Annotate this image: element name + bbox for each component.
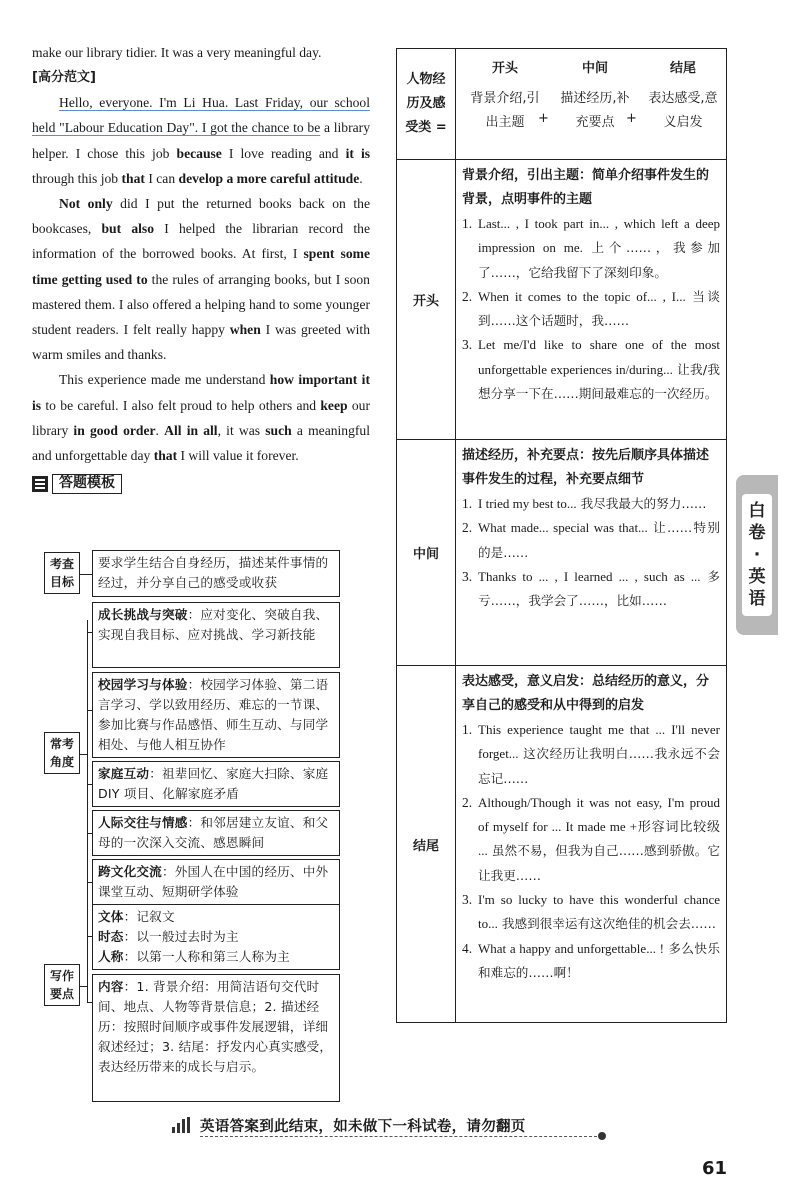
- formula-label: 人物经历及感受类 =: [397, 49, 456, 159]
- formula-head-mid: 中间: [581, 61, 608, 76]
- footer-divider: [200, 1136, 602, 1137]
- row-ending-label: 结尾: [397, 666, 456, 1022]
- side-tab-char: 英: [748, 567, 766, 587]
- subject-side-tab: [736, 475, 778, 635]
- opening-item-1: 1. Last... , I took part in... , which left a deep impression on me. 上个……，我参加了……，它给我留下了深刻印象。: [462, 216, 720, 280]
- row-middle-label: 中间: [397, 440, 456, 665]
- plus-sign: +: [626, 111, 637, 126]
- row-middle: [397, 439, 726, 665]
- bars-icon: [172, 1117, 192, 1133]
- middle-item-1: 1. I tried my best to... 我尽我最大的努力……: [462, 496, 707, 511]
- template-title: 答题模板: [52, 474, 122, 494]
- structure-formula: [397, 49, 726, 159]
- writing-basics: 文体：记叙文 时态：以一般过去时为主 人称：以第一人称和第三人称为主: [92, 904, 340, 970]
- row-opening: [397, 159, 726, 439]
- footer-notice: 英语答案到此结束，如未做下一科试卷，请勿翻页: [200, 1118, 526, 1135]
- row-ending: [397, 665, 726, 1022]
- angle-social: 人际交往与情感：和邻居建立友谊、和父母的一次深入交流、感恩瞬间: [92, 810, 340, 856]
- formula-cell-end: 表达感受,意义启发: [648, 91, 718, 130]
- opening-item-2: 2. When it comes to the topic of... , I... 当谈到……这个话题时，我……: [462, 288, 720, 329]
- side-tab-char: 语: [748, 589, 766, 609]
- essay-paragraph-2: Not only did I put the returned books back on the bookcases, but also I helped the librarian record the information of the borrowed books. At first, I spent some time getting used to the rules of arranging books, but I soon mastered them. I also offered a helping hand to some younger student readers. I felt really happy when I was greeted with warm smiles and thanks.: [32, 196, 370, 363]
- category-kaocha: 考查目标: [44, 552, 80, 594]
- essay-paragraph-3: This experience made me understand how important it is to be careful. I also felt proud to help others and keep our library in good order. All in all, it was such a meaningful and unforgettable day that I will value it forever.: [32, 372, 371, 464]
- formula-head-open: 开头: [491, 61, 518, 76]
- row-ending-head: 表达感受，意义启发：总结经历的意义，分享自己的感受和从中得到的启发: [462, 674, 710, 713]
- page-number: 61: [702, 1158, 728, 1179]
- category-xiezuo: 写作要点: [44, 964, 80, 1006]
- goal-box: 要求学生结合自身经历，描述某件事情的经过，并分享自己的感受或收获: [92, 550, 340, 597]
- essay-label: [高分范文]: [32, 70, 96, 86]
- side-tab-char: 白: [748, 501, 766, 521]
- row-opening-label: 开头: [397, 160, 456, 439]
- ending-item-2: 2. Although/Though it was not easy, I'm proud of myself for ... It made me +形容词比较级 ... 虽然不易，但我为自己……感到骄傲。它让我更……: [462, 794, 720, 883]
- template-header: [32, 474, 370, 494]
- formula-cell-mid: 描述经历,补充要点: [560, 91, 630, 130]
- row-middle-head: 描述经历，补充要点：按先后顺序具体描述事件发生的过程，补充要点细节: [462, 448, 710, 487]
- footer-dot-icon: [598, 1132, 606, 1140]
- writing-content: 内容：1. 背景介绍：用简洁语句交代时间、地点、人物等背景信息；2. 描述经历：按照时间顺序或事件发展逻辑，详细叙述经过；3. 结尾：抒发内心真实感受，表达经历带来的成长与启示。: [92, 974, 340, 1102]
- angle-growth: 成长挑战与突破：应对变化、突破自我、实现自我目标、应对挑战、学习新技能: [92, 602, 340, 668]
- angle-campus: 校园学习与体验：校园学习体验、第二语言学习、学以致用经历、难忘的一节课、参加比赛与作品感悟、师生互动、与同学相处、与他人相互协作: [92, 672, 340, 758]
- book-icon: [32, 476, 48, 492]
- side-tab-char: 卷: [748, 523, 766, 543]
- opening-item-3: 3. Let me/I'd like to share one of the most unforgettable experiences in/during... 让我/我想分享一下在……期间最难忘的一次经历。: [462, 337, 721, 402]
- formula-cell-open: 背景介绍,引出主题: [470, 91, 540, 130]
- angle-family: 家庭互动：祖辈回忆、家庭大扫除、家庭 DIY 项目、化解家庭矛盾: [92, 761, 340, 807]
- structure-table: [396, 48, 727, 1023]
- middle-item-2: 2. What made... special was that... 让……特别的是……: [462, 520, 720, 560]
- side-tab-dot: ·: [753, 545, 761, 565]
- plus-sign: +: [538, 111, 549, 126]
- angle-culture: 跨文化交流：外国人在中国的经历、中外课堂互动、短期研学体验: [92, 859, 340, 905]
- page-footer: [172, 1110, 602, 1140]
- ending-item-4: 4. What a happy and unforgettable... ! 多么快乐和难忘的……啊！: [462, 940, 720, 980]
- row-opening-head: 背景介绍，引出主题：简单介绍事件发生的背景，点明事件的主题: [462, 168, 710, 207]
- middle-item-3: 3. Thanks to ... , I learned ... , such as ... 多亏……，我学会了……，比如……: [462, 568, 720, 609]
- category-changkao: 常考角度: [44, 732, 80, 774]
- left-column: [32, 40, 370, 494]
- essay-paragraph-1: Hello, everyone. I'm Li Hua. Last Friday, our school held "Labour Education Day". I got the chance to be a library helper. I chose this job because I love reading and it is through this job that I can develop a more careful attitude.: [32, 95, 371, 186]
- ending-item-3: 3. I'm so lucky to have this wonderful chance to... 我感到很幸运有这次绝佳的机会去……: [462, 892, 720, 932]
- model-essay: [32, 40, 370, 468]
- template-mindmap: [44, 548, 340, 1104]
- ending-item-1: 1. This experience taught me that ... I'll never forget... 这次经历让我明白……我永远不会忘记……: [462, 722, 720, 786]
- essay-line-0: make our library tidier. It was a very meaningful day.: [32, 45, 322, 60]
- formula-head-end: 结尾: [669, 61, 696, 76]
